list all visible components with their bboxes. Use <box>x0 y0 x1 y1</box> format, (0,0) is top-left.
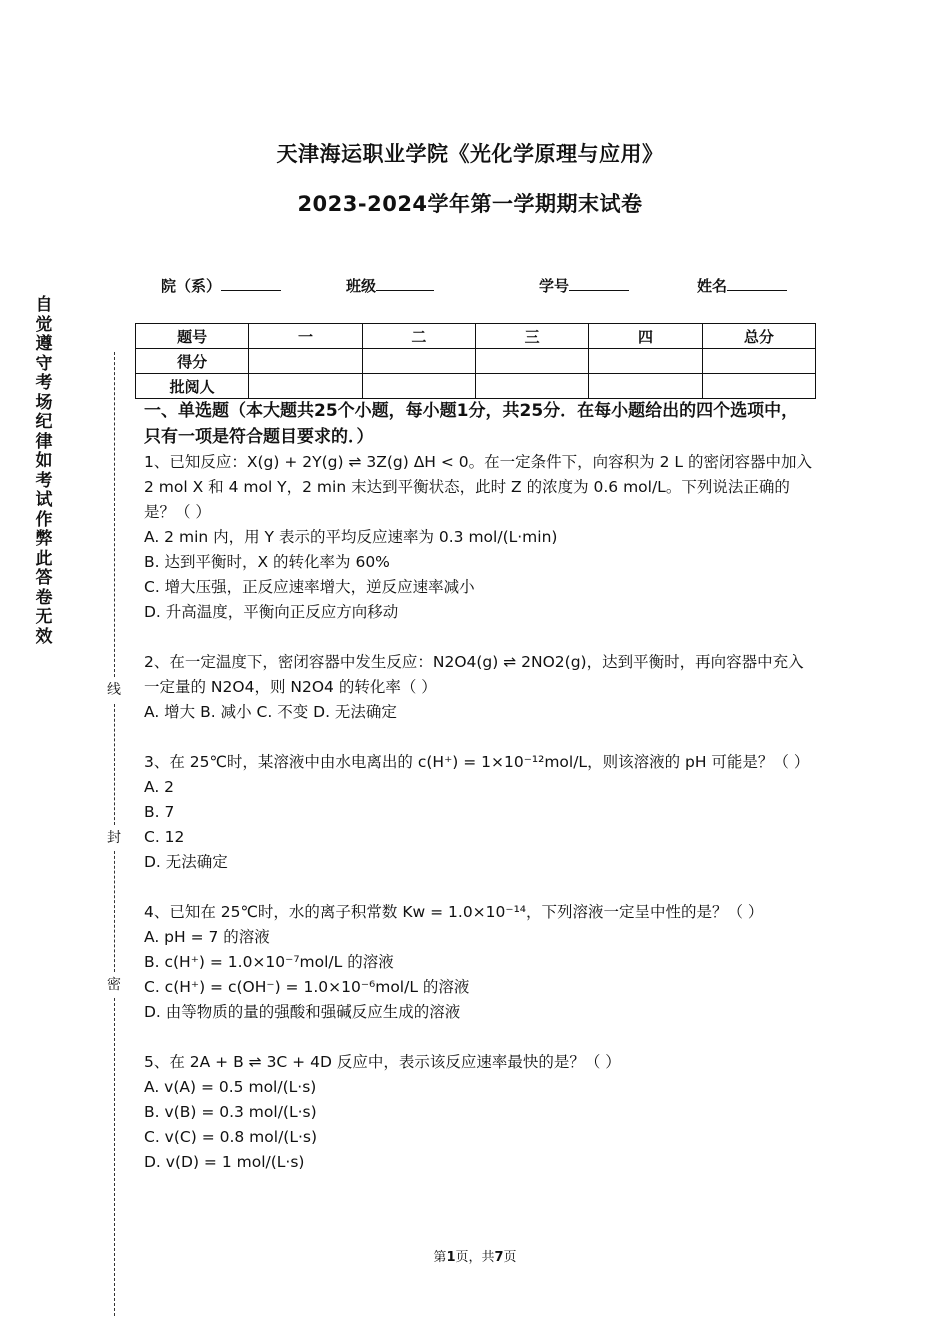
score-cell[interactable] <box>475 349 588 374</box>
score-row-label: 得分 <box>136 349 249 374</box>
score-table-score-row <box>136 349 816 374</box>
question-option: D. 无法确定 <box>144 853 228 871</box>
footer-total-pages: 7 <box>494 1250 504 1265</box>
score-header-cell: 二 <box>362 324 475 349</box>
info-dept-blank[interactable] <box>221 275 281 291</box>
binding-line-dash <box>114 998 115 1316</box>
score-header-cell: 总分 <box>702 324 815 349</box>
info-name <box>697 275 787 296</box>
binding-line-dash <box>114 851 115 972</box>
info-student-id-label: 学号 <box>539 277 570 295</box>
question-stem: 1、已知反应：X(g) + 2Y(g) ⇌ 3Z(g) ΔH < 0。在一定条件下，向容积为 2 L 的密闭容器中加入 2 mol X 和 4 mol Y，2 min 末达到平衡状态，此时 Z 的浓度为 0.6 mol/L。下列说法正确的是？（ ） <box>144 453 812 521</box>
score-header-cell: 一 <box>249 324 362 349</box>
question-stem: 5、在 2A + B ⇌ 3C + 4D 反应中，表示该反应速率最快的是？（ ） <box>144 1053 621 1071</box>
question-option: D. 由等物质的量的强酸和强碱反应生成的溶液 <box>144 1003 461 1021</box>
question-2 <box>144 650 814 725</box>
question-option: B. c(H⁺) = 1.0×10⁻⁷mol/L 的溶液 <box>144 953 394 971</box>
grader-row-label: 批阅人 <box>136 374 249 399</box>
info-class <box>346 275 434 296</box>
grader-cell[interactable] <box>249 374 362 399</box>
question-option: A. 2 <box>144 778 175 796</box>
question-option: A. v(A) = 0.5 mol/(L·s) <box>144 1078 317 1096</box>
question-option: B. 7 <box>144 803 175 821</box>
info-dept <box>161 275 281 296</box>
grader-cell[interactable] <box>589 374 702 399</box>
question-option: C. c(H⁺) = c(OH⁻) = 1.0×10⁻⁶mol/L 的溶液 <box>144 978 470 996</box>
question-1 <box>144 450 814 625</box>
info-name-label: 姓名 <box>697 277 728 295</box>
question-4 <box>144 900 814 1025</box>
question-option: D. v(D) = 1 mol/(L·s) <box>144 1153 305 1171</box>
grader-cell[interactable] <box>475 374 588 399</box>
score-header-cell: 四 <box>589 324 702 349</box>
question-option: D. 升高温度，平衡向正反应方向移动 <box>144 603 399 621</box>
score-table-grader-row <box>136 374 816 399</box>
side-label-seal: 封 <box>107 830 121 846</box>
questions-content <box>144 398 814 1175</box>
question-option: C. v(C) = 0.8 mol/(L·s) <box>144 1128 318 1146</box>
question-option: A. 增大 B. 减小 C. 不变 D. 无法确定 <box>144 703 397 721</box>
binding-line-dash <box>114 352 115 677</box>
score-cell[interactable] <box>589 349 702 374</box>
question-option: B. 达到平衡时，X 的转化率为 60% <box>144 553 390 571</box>
score-header-cell: 题号 <box>136 324 249 349</box>
grader-cell[interactable] <box>362 374 475 399</box>
side-label-line: 线 <box>107 682 121 698</box>
info-class-label: 班级 <box>346 277 377 295</box>
info-student-id <box>539 275 629 296</box>
score-cell[interactable] <box>362 349 475 374</box>
score-table-header-row <box>136 324 816 349</box>
question-option: C. 12 <box>144 828 185 846</box>
question-option: C. 增大压强，正反应速率增大，逆反应速率减小 <box>144 578 475 596</box>
question-stem: 2、在一定温度下，密闭容器中发生反应：N2O4(g) ⇌ 2NO2(g)，达到平衡时，再向容器中充入一定量的 N2O4，则 N2O4 的转化率（ ） <box>144 653 804 696</box>
page-footer <box>0 1246 950 1265</box>
footer-middle: 页，共 <box>455 1250 495 1265</box>
binding-line-dash <box>114 704 115 825</box>
footer-suffix: 页 <box>503 1250 517 1265</box>
score-cell[interactable] <box>702 349 815 374</box>
question-option: B. v(B) = 0.3 mol/(L·s) <box>144 1103 317 1121</box>
info-class-blank[interactable] <box>376 275 434 291</box>
question-stem: 4、已知在 25℃时，水的离子积常数 Kw = 1.0×10⁻¹⁴，下列溶液一定呈中性的是？（ ） <box>144 903 764 921</box>
exam-title-line1: 天津海运职业学院《光化学原理与应用》 <box>276 142 664 166</box>
question-3 <box>144 750 814 875</box>
footer-prefix: 第 <box>433 1250 447 1265</box>
score-cell[interactable] <box>249 349 362 374</box>
footer-page-number: 1 <box>446 1250 456 1265</box>
side-label-secret: 密 <box>107 977 121 993</box>
info-dept-label: 院（系） <box>161 277 222 295</box>
question-5 <box>144 1050 814 1175</box>
exam-title-line2: 2023-2024学年第一学期期末试卷 <box>297 192 643 216</box>
question-stem: 3、在 25℃时，某溶液中由水电离出的 c(H⁺) = 1×10⁻¹²mol/L，则该溶液的 pH 可能是？（ ） <box>144 753 810 771</box>
section-heading: 一、单选题（本大题共25个小题，每小题1分，共25分．在每小题给出的四个选项中，只有一项是符合题目要求的．） <box>144 401 799 447</box>
info-name-blank[interactable] <box>727 275 787 291</box>
side-notice: 自觉遵守考场纪律如考试作弊此答卷无效 <box>35 295 53 647</box>
info-student-id-blank[interactable] <box>569 275 629 291</box>
score-header-cell: 三 <box>475 324 588 349</box>
score-table <box>135 323 816 399</box>
question-option: A. pH = 7 的溶液 <box>144 928 270 946</box>
grader-cell[interactable] <box>702 374 815 399</box>
question-option: A. 2 min 内，用 Y 表示的平均反应速率为 0.3 mol/(L·min) <box>144 528 558 546</box>
